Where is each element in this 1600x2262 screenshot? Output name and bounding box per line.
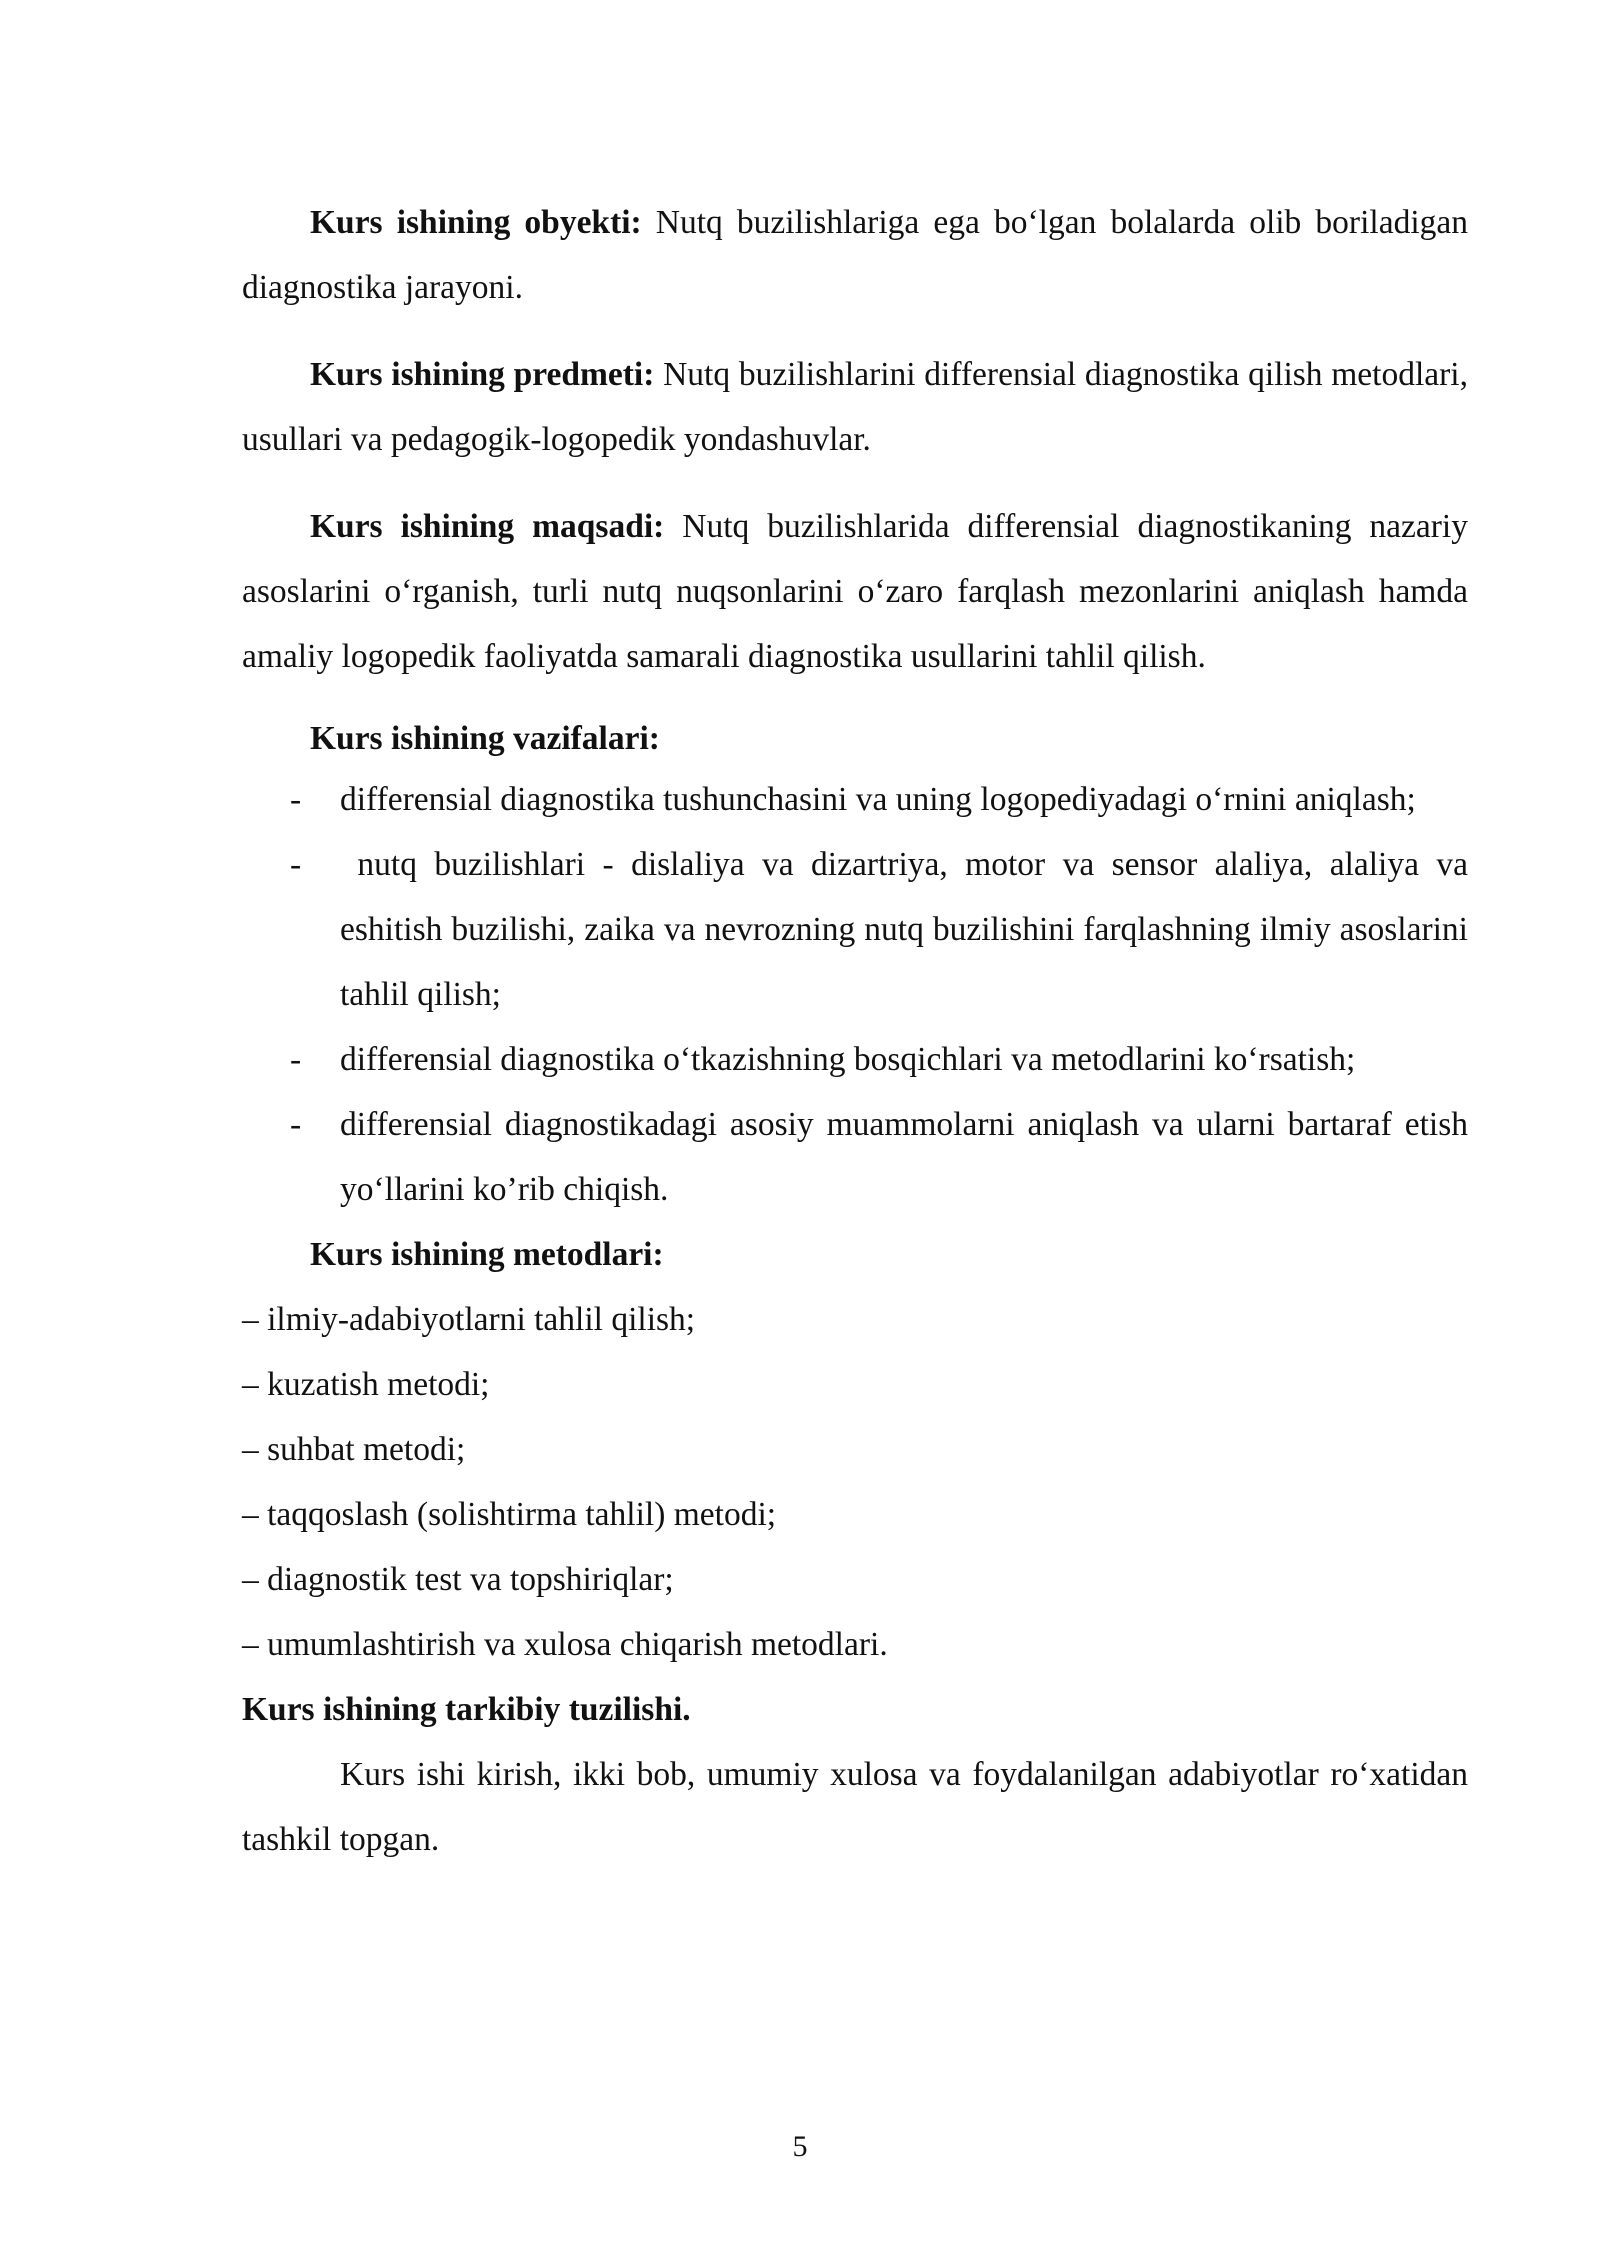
paragraph-tarkibiy: Kurs ishi kirish, ikki bob, umumiy xulosa va foydalanilgan adabiyotlar ro‘xatidan tashkil topgan. <box>242 1756 1468 1858</box>
paragraph-predmeti <box>242 342 1468 472</box>
tarkibiy-heading-text: Kurs ishining tarkibiy tuzilishi. <box>242 1691 691 1728</box>
paragraph-maqsadi <box>242 494 1468 689</box>
list-item <box>242 832 1477 1027</box>
list-marker: - <box>290 1041 302 1078</box>
paragraph-obyekti-label: Kurs ishining obyekti: <box>310 204 642 241</box>
vazifalari-heading-text: Kurs ishining vazifalari: <box>310 720 660 757</box>
list-item: – umumlashtirish va xulosa chiqarish metodlari. <box>242 1626 888 1663</box>
list-item-text: differensial diagnostika o‘tkazishning bosqichlari va metodlarini ko‘rsatish; <box>340 1041 1356 1078</box>
paragraph-predmeti-label: Kurs ishining predmeti: <box>310 356 655 393</box>
paragraph-obyekti <box>242 190 1468 320</box>
metodlari-list <box>242 1287 1468 1677</box>
list-item: – kuzatish metodi; <box>242 1366 490 1403</box>
paragraph-maqsadi-label: Kurs ishining maqsadi: <box>310 508 665 545</box>
list-marker: - <box>290 781 302 818</box>
list-item-text: differensial diagnostika tushunchasini va uning logopediyadagi o‘rnini aniqlash; <box>340 781 1416 818</box>
list-item <box>242 1027 1468 1092</box>
paragraph-obyekti-text: Nutq buzilishlariga ega bo‘lgan bolalarda olib boriladigan diagnostika jarayoni. <box>242 204 1468 306</box>
list-item: – ilmiy-adabiyotlarni tahlil qilish; <box>242 1301 696 1338</box>
list-marker: - <box>290 846 302 883</box>
list-item: – suhbat metodi; <box>242 1431 466 1468</box>
list-item: – taqqoslash (solishtirma tahlil) metodi; <box>242 1496 777 1533</box>
list-marker: - <box>290 1106 302 1143</box>
paragraph-predmeti-text: Nutq buzilishlarini differensial diagnostika qilish metodlari, usullari va pedagogik-logopedik yondashuvlar. <box>242 356 1468 458</box>
tarkibiy-heading <box>242 1677 1468 1742</box>
list-item-text: nutq buzilishlari - dislaliya va dizartriya, motor va sensor alaliya, alaliya va eshitish buzilishi, zaika va nevrozning nutq buzilishini farqlashning ilmiy asoslarini tahlil qilish; <box>340 846 1477 1013</box>
metodlari-heading-text: Kurs ishining metodlari: <box>310 1236 664 1273</box>
paragraph-maqsadi-text: Nutq buzilishlarida differensial diagnostikaning nazariy asoslarini o‘rganish, turli nutq nuqsonlarini o‘zaro farqlash mezonlarini aniqlash hamda amaliy logopedik faoliyatda samarali diagnostika usullarini tahlil qilish. <box>242 508 1468 675</box>
vazifalari-heading <box>242 711 1468 767</box>
list-item-text: differensial diagnostikadagi asosiy muammolarni aniqlash va ularni bartaraf etish yo‘llarini ko’rib chiqish. <box>340 1106 1468 1208</box>
list-item: – diagnostik test va topshiriqlar; <box>242 1561 674 1598</box>
list-item <box>242 1092 1468 1222</box>
page-number: 5 <box>792 2130 808 2163</box>
list-item <box>242 767 1468 832</box>
vazifalari-list <box>242 767 1477 1222</box>
metodlari-heading <box>242 1222 1468 1287</box>
document-page <box>242 190 1477 1872</box>
